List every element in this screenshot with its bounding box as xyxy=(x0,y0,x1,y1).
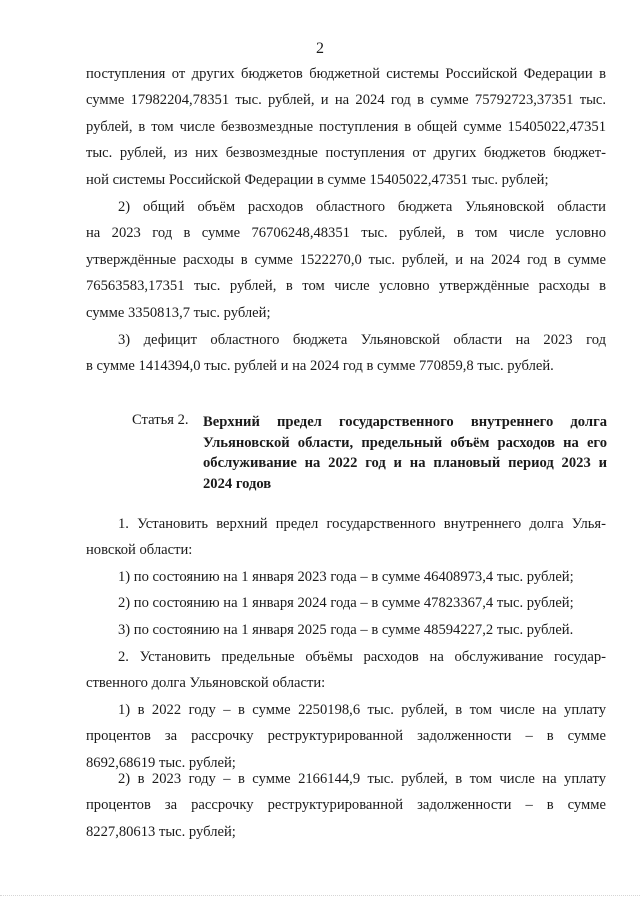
text-line: процентов за рассрочку реструктурированной задолженности – в сумме xyxy=(86,797,606,814)
text-line: 1. Установить верхний предел государственного внутреннего долга Улья- xyxy=(118,516,606,532)
text-line: поступления от других бюджетов бюджетной системы Российской Федерации в xyxy=(86,66,606,82)
page-number: 2 xyxy=(316,40,324,57)
text-line: ственного долга Ульяновской области: xyxy=(86,675,326,692)
paragraph-revenue-continuation xyxy=(86,61,606,193)
article-title-line: Ульяновской области, предельный объём расходов на его xyxy=(203,434,607,451)
text-line: рублей, в том числе безвозмездные поступления в общей сумме 15405022,47351 xyxy=(86,118,606,135)
text-line: в сумме 1414394,0 тыс. рублей и на 2024 год в сумме 770859,8 тыс. рублей. xyxy=(86,358,554,375)
clause-1 xyxy=(86,511,606,643)
text-line: 2. Установить предельные объёмы расходов на обслуживание государ- xyxy=(118,649,606,665)
list-item: 1) по состоянию на 1 января 2023 года – в сумме 46408973,4 тыс. рублей; xyxy=(118,568,574,585)
list-item: 2) по состоянию на 1 января 2024 года – в сумме 47823367,4 тыс. рублей; xyxy=(118,595,574,612)
clause-2-item-2 xyxy=(86,766,606,845)
paragraph-expenditure xyxy=(86,194,606,326)
article-title-line: обслуживание на 2022 год и на плановый период 2023 и xyxy=(203,455,607,471)
text-line: 2) в 2023 году – в сумме 2166144,9 тыс. рублей, в том числе на уплату xyxy=(118,771,606,787)
article-title-line: 2024 годов xyxy=(203,475,272,492)
paragraph-deficit xyxy=(86,327,606,380)
text-line: 76563583,17351 тыс. рублей, в том числе условно утверждённые расходы в xyxy=(86,278,606,295)
clause-2 xyxy=(86,644,606,697)
article-label: Статья 2. xyxy=(132,412,189,428)
text-line: ной системы Российской Федерации в сумме 15405022,47351 тыс. рублей; xyxy=(86,171,549,188)
text-line: тыс. рублей, из них безвозмездные поступления от других бюджетов бюджет- xyxy=(86,145,606,162)
text-line: 3) дефицит областного бюджета Ульяновской области на 2023 год xyxy=(118,332,606,348)
article-title xyxy=(203,412,607,494)
text-line: процентов за рассрочку реструктурированной задолженности – в сумме xyxy=(86,728,606,745)
text-line: 8227,80613 тыс. рублей; xyxy=(86,823,236,840)
text-line: 2) общий объём расходов областного бюджета Ульяновской области xyxy=(118,199,606,215)
text-line: новской области: xyxy=(86,542,193,559)
text-line: утверждённые расходы в сумме 1522270,0 тыс. рублей, и на 2024 год в сумме xyxy=(86,251,606,268)
scan-edge-artifact xyxy=(0,895,640,899)
text-line: сумме 3350813,7 тыс. рублей; xyxy=(86,304,271,321)
text-line: 8692,68619 тыс. рублей; xyxy=(86,754,236,771)
article-title-line: Верхний предел государственного внутреннего долга xyxy=(203,414,607,430)
text-line: сумме 17982204,78351 тыс. рублей, и на 2024 год в сумме 75792723,37351 тыс. xyxy=(86,92,606,109)
text-line: на 2023 год в сумме 76706248,48351 тыс. рублей, в том числе условно xyxy=(86,225,606,242)
clause-2-item-1 xyxy=(86,697,606,776)
list-item: 3) по состоянию на 1 января 2025 года – в сумме 48594227,2 тыс. рублей. xyxy=(118,621,574,638)
text-line: 1) в 2022 году – в сумме 2250198,6 тыс. рублей, в том числе на уплату xyxy=(118,702,606,718)
